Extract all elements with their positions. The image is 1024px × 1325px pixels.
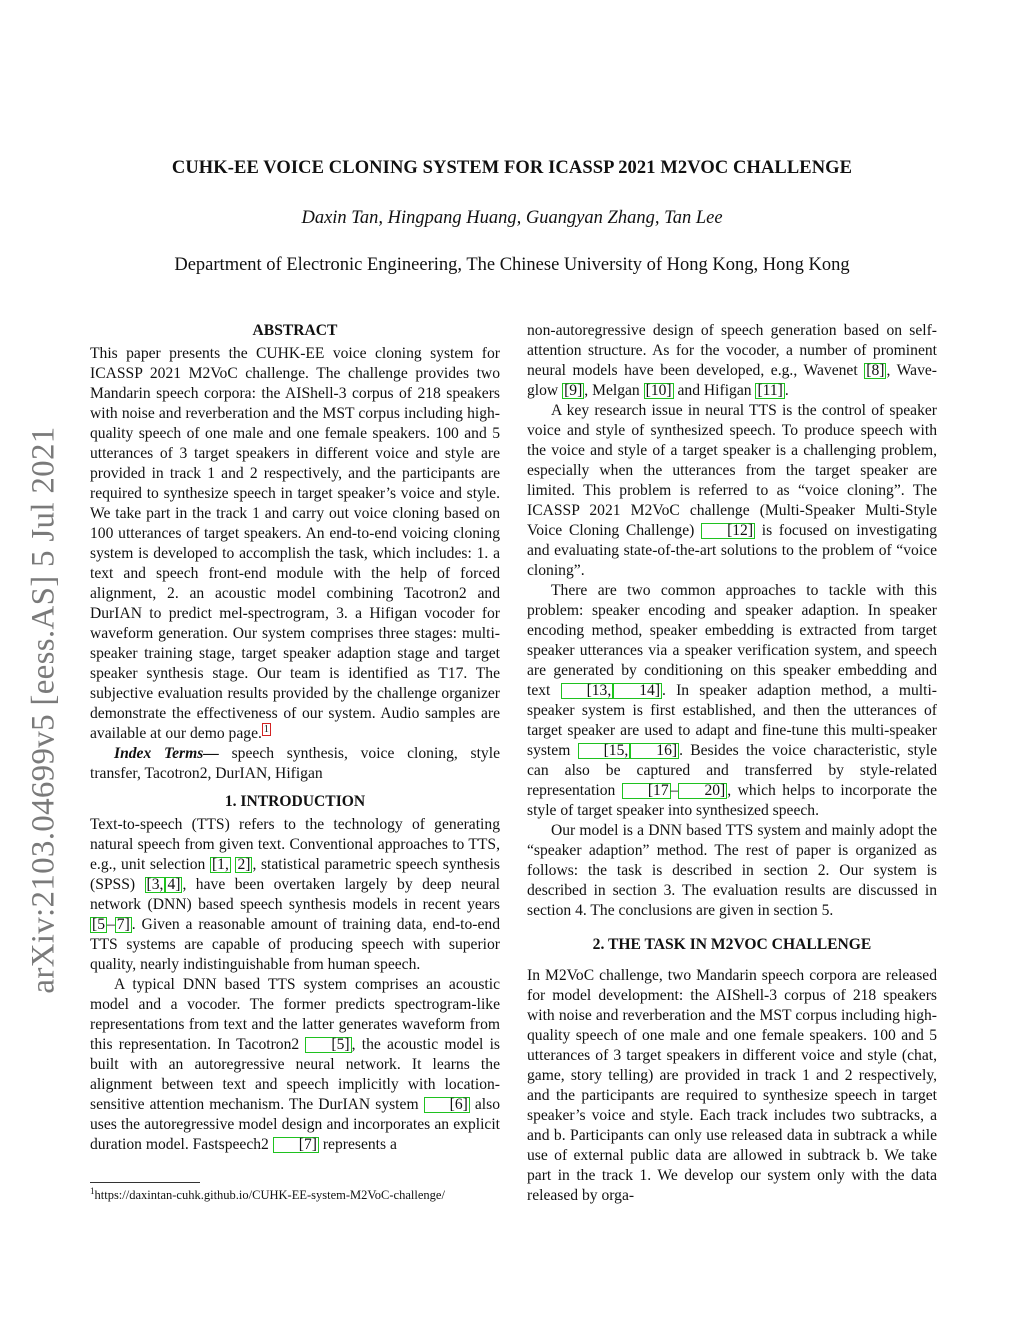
footnote-rule	[90, 1182, 200, 1183]
citation-link[interactable]: [11]	[757, 382, 783, 399]
index-terms: Index Terms— speech synthesis, voice cloning, style transfer, Tacotron2, DurIAN, Hifigan	[90, 745, 500, 782]
citation-link[interactable]: [12]	[701, 523, 755, 539]
section-2-heading: 2. THE TASK IN M2VOC CHALLENGE	[592, 936, 872, 953]
arxiv-identifier: arXiv:2103.04699v5 [eess.AS] 5 Jul 2021	[25, 426, 62, 994]
citation-link[interactable]: [3,	[146, 876, 164, 893]
footnote: $^1$https://daxintan-cuhk.github.io/CUHK-EE-system-M2VoC-challenge/	[90, 1186, 445, 1203]
citation-link[interactable]: 20]	[678, 783, 727, 799]
citation-link[interactable]: 14]	[613, 683, 662, 699]
paper-title: CUHK-EE VOICE CLONING SYSTEM FOR ICASSP 2021 M2VOC CHALLENGE	[171, 158, 853, 178]
right-paragraph-3: There are two common approaches to tackle with this problem: speaker encoding and speaker adaption. In speaker encoding method, speaker embedding is extracted from target speaker utterances via a speaker verification system, and speech are generated by conditioning on this speaker embedding and text [13, 14] . In speaker adaption method, a multi-speaker system is first established, and then the utterances of target speaker are used to adapt and fine-tune this multi-speaker system [15, 16] . Besides the voice characteristic, style can also be captured and transferred by style-related representation [17 – 20] , which helps to incorporate the style of target speaker into synthesized speech.	[527, 582, 937, 819]
citation-link[interactable]: [6]	[424, 1097, 470, 1113]
citation-link[interactable]: [5]	[305, 1037, 351, 1053]
citation-link[interactable]: [7]	[273, 1137, 319, 1153]
affiliation: Department of Electronic Engineering, The Chinese University of Hong Kong, Hong Kong	[174, 255, 850, 275]
right-paragraph-1: non-autoregressive design of speech generation based on self-attention structure. As for the vocoder, a number of prominent neural models have been developed, e.g., Wavenet [8] , Wave-glow [9] , Melgan [10] and Hifigan [11] .	[527, 322, 937, 399]
citation-link[interactable]: [1,	[211, 856, 229, 873]
citation-link[interactable]: 2]	[237, 856, 251, 873]
authors: Daxin Tan, Hingpang Huang, Guangyan Zhang, Tan Lee	[301, 208, 723, 228]
citation-link[interactable]: [9]	[564, 382, 583, 399]
citation-link[interactable]: [8]	[866, 362, 885, 379]
citation-link[interactable]: [5	[92, 916, 105, 933]
citation-link[interactable]: [10]	[645, 382, 672, 399]
abstract-text: This paper presents the CUHK-EE voice cloning system for ICASSP 2021 M2VoC challenge. The challenge provides two Mandarin speech corpora: the AIShell-3 corpus of 218 speakers with noise and reverberation and the MST corpus including high-quality speech of one male and one female speakers. 100 and 5 utterances of 3 target speakers in different voice and style are provided in track 1 and 2 respectively, and the participants are required to synthesize speech in target speaker’s voice and style. We take part in the track 1 and carry out voice cloning based on 100 utterances of target speakers. An end-to-end voicing cloning system is developed to accomplish the task, which includes: 1. a text and speech front-end module with the help of forced alignment, 2. an acoustic model combining Tacotron2 and DurIAN to predict mel-spectrogram, 3. a Hifigan vocoder for waveform generation. Our system comprises three stages: multi-speaker training stage, target speaker adaption stage and target speaker synthesis stage. Our team is identified as T17. The subjective evaluation results provided by the challenge organizer demonstrate the effectiveness of our system. Audio samples are available at our demo page. $^1$	[90, 345, 500, 742]
left-column	[90, 321, 500, 1155]
footnote-link[interactable]: 1	[263, 723, 269, 735]
introduction-heading: 1. INTRODUCTION	[224, 793, 366, 810]
section-2-paragraph: In M2VoC challenge, two Mandarin speech corpora are released for model development: the AIShell-3 corpus of 218 speakers with noise and reverberation and the MST corpus including high-quality speech of one male and one female speakers. 100 and 5 utterances of 3 target speakers in different voice and style (chat, game, story telling) are provided in track 1 and 2 respectively, and the participants are required to synthesize speech in target speaker’s voice and style. Each track includes two subtracks, a and b. Participants can only use released data in subtrack a while use of external public data are allowed in subtrack b. We take part in the track 1. We develop our system only with the data released by orga-	[527, 967, 937, 1204]
right-paragraph-2: A key research issue in neural TTS is the control of speaker voice and style of synthesized speech. To produce speech with the voice and style of a target speaker is a challenging problem, especially when the utterances from the target speaker are limited. This problem is referred to as “voice cloning”. The ICASSP 2021 M2VoC challenge (Multi-Speaker Multi-Style Voice Cloning Challenge) [12] is focused on investigating and evaluating state-of-the-art solutions to the problem of “voice cloning”.	[527, 402, 937, 579]
citation-link[interactable]: 16]	[630, 743, 679, 759]
citation-link[interactable]: [15,	[578, 743, 631, 759]
citation-link[interactable]: 4]	[167, 876, 181, 893]
intro-paragraph-2: A typical DNN based TTS system comprises an acoustic model and a vocoder. The former predicts spectrogram-like representations from text and the latter generates waveform from this representation. In Tacotron2 [5] , the acoustic model is built with an autoregressive neural network. It learns the alignment between text and speech implicitly with location-sensitive attention mechanism. The DurIAN system [6] also uses the autoregressive model design and incorporates an explicit duration model. Fastspeech2 [7] represents a	[90, 976, 500, 1153]
citation-link[interactable]: 7]	[116, 916, 130, 933]
right-paragraph-4: Our model is a DNN based TTS system and mainly adopt the “speaker adaption” method. The rest of paper is organized as follows: the task is described in section 2. Our system is described in section 3. The evaluation results are discussed in section 4. The conclusions are given in section 5.	[527, 822, 937, 919]
intro-paragraph-1: Text-to-speech (TTS) refers to the technology of generating natural speech from given text. Conventional approaches to TTS, e.g., unit selection [1, 2] , statistical parametric speech synthesis (SPSS) [3, 4] , have been overtaken largely by deep neural network (DNN) based speech synthesis models in recent years [5 – 7] . Given a reasonable amount of training data, end-to-end TTS systems are capable of producing speech with superior quality, nearly indistinguishable from human speech.	[90, 816, 500, 973]
right-column	[527, 321, 937, 1206]
citation-link[interactable]: [13,	[561, 683, 614, 699]
footnote-url[interactable]: https://daxintan-cuhk.github.io/CUHK-EE-system-M2VoC-challenge/	[94, 1188, 445, 1203]
citation-link[interactable]: [17	[622, 783, 671, 799]
abstract-heading: ABSTRACT	[252, 322, 338, 339]
